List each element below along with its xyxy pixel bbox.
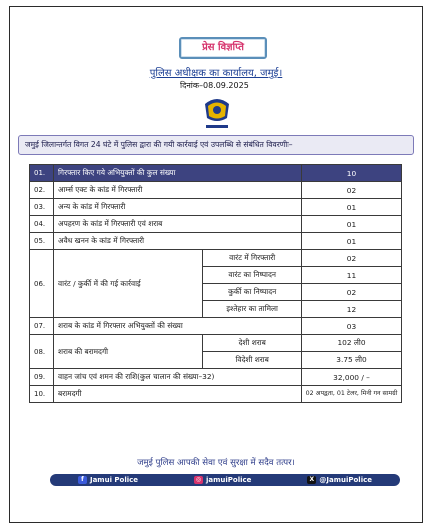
row-number: 02. bbox=[30, 182, 54, 199]
sub-label: कुर्की का निष्पादन bbox=[203, 284, 302, 301]
row-value: 11 bbox=[302, 267, 402, 284]
row-description: वाहन जांच एवं शमन की राशि(कुल चालान की संख्या–32) bbox=[54, 369, 302, 386]
row-number: 09. bbox=[30, 369, 54, 386]
row-description: अवैध खनन के कांड में गिरफ्तारी bbox=[54, 233, 302, 250]
row-number: 07. bbox=[30, 318, 54, 335]
row-value: 12 bbox=[302, 301, 402, 318]
row-description: अन्य के कांड में गिरफ्तारी bbox=[54, 199, 302, 216]
row-description: शराब की बरामदगी bbox=[54, 335, 203, 369]
row-value: 10 bbox=[302, 165, 402, 182]
row-number: 08. bbox=[30, 335, 54, 369]
row-number: 10. bbox=[30, 386, 54, 403]
summary-banner: जमुई जिलान्तर्गत विगत 24 घंटे में पुलिस द्वारा की गयी कार्रवाई एवं उपलब्धि से संबंधित विवरणीः– bbox=[18, 135, 414, 155]
sub-label: वारंट का निष्पादन bbox=[203, 267, 302, 284]
row-value: 02 bbox=[302, 284, 402, 301]
social-bar bbox=[50, 474, 400, 486]
press-release-title: प्रेस विज्ञप्ति bbox=[179, 37, 267, 59]
row-value: 01 bbox=[302, 199, 402, 216]
police-emblem-icon bbox=[198, 96, 236, 132]
table-row bbox=[30, 233, 402, 250]
action-table bbox=[29, 164, 402, 403]
social-facebook-label: Jamui Police bbox=[89, 476, 139, 484]
social-facebook[interactable] bbox=[78, 476, 138, 484]
table-row bbox=[30, 216, 402, 233]
row-description: अपहरण के कांड में गिरफ्तारी एवं शराब bbox=[54, 216, 302, 233]
row-number: 04. bbox=[30, 216, 54, 233]
sub-label: देशी शराब bbox=[203, 335, 302, 352]
row-value: 02 अपद्वता, 01 टेलर, मिनी गन सामग्री bbox=[302, 386, 402, 403]
row-value: 01 bbox=[302, 233, 402, 250]
row-value: 3.75 ली0 bbox=[302, 352, 402, 369]
instagram-icon: ◎ bbox=[195, 476, 202, 483]
row-value: 03 bbox=[302, 318, 402, 335]
date-line: दिनांक–08.09.2025 bbox=[180, 81, 249, 90]
row-value: 102 ली0 bbox=[302, 335, 402, 352]
row-number: 01. bbox=[30, 165, 54, 182]
table-row bbox=[30, 199, 402, 216]
row-value: 01 bbox=[302, 216, 402, 233]
table-row bbox=[30, 250, 402, 267]
sub-label: विदेशी शराब bbox=[203, 352, 302, 369]
sub-label: वारंट में गिरफ्तारी bbox=[203, 250, 302, 267]
table-row bbox=[30, 386, 402, 403]
row-description: बरामदगी bbox=[54, 386, 302, 403]
row-value: 32,000 / – bbox=[302, 369, 402, 386]
office-title: पुलिस अधीक्षक का कार्यालय, जमुई। bbox=[149, 68, 283, 79]
x-icon: X bbox=[307, 476, 316, 484]
table-row bbox=[30, 335, 402, 352]
sub-label: इश्तेहार का तामिला bbox=[203, 301, 302, 318]
row-description: शराब के कांड में गिरफ्तार अभियुक्तों की संख्या bbox=[54, 318, 302, 335]
row-number: 03. bbox=[30, 199, 54, 216]
social-x-label: @JamuiPolice bbox=[319, 476, 372, 484]
row-number: 06. bbox=[30, 250, 54, 318]
row-value: 02 bbox=[302, 250, 402, 267]
table-row bbox=[30, 318, 402, 335]
table-row bbox=[30, 369, 402, 386]
facebook-icon: f bbox=[78, 476, 87, 484]
row-value: 02 bbox=[302, 182, 402, 199]
row-description: वारंट / कुर्की में की गई कार्रवाई bbox=[54, 250, 203, 318]
social-x[interactable] bbox=[307, 476, 372, 484]
footer-slogan: जमुई पुलिस आपकी सेवा एवं सुरक्षा में सदैव तत्पर। bbox=[137, 458, 295, 468]
table-row bbox=[30, 165, 402, 182]
row-description: आर्म्स एक्ट के कांड में गिरफ्तारी bbox=[54, 182, 302, 199]
social-instagram-label: jamuiPolice bbox=[205, 476, 252, 484]
table-row bbox=[30, 182, 402, 199]
row-number: 05. bbox=[30, 233, 54, 250]
row-description: गिरफ्तार किए गये अभियुक्तों की कुल संख्या bbox=[54, 165, 302, 182]
social-instagram[interactable] bbox=[194, 476, 251, 484]
